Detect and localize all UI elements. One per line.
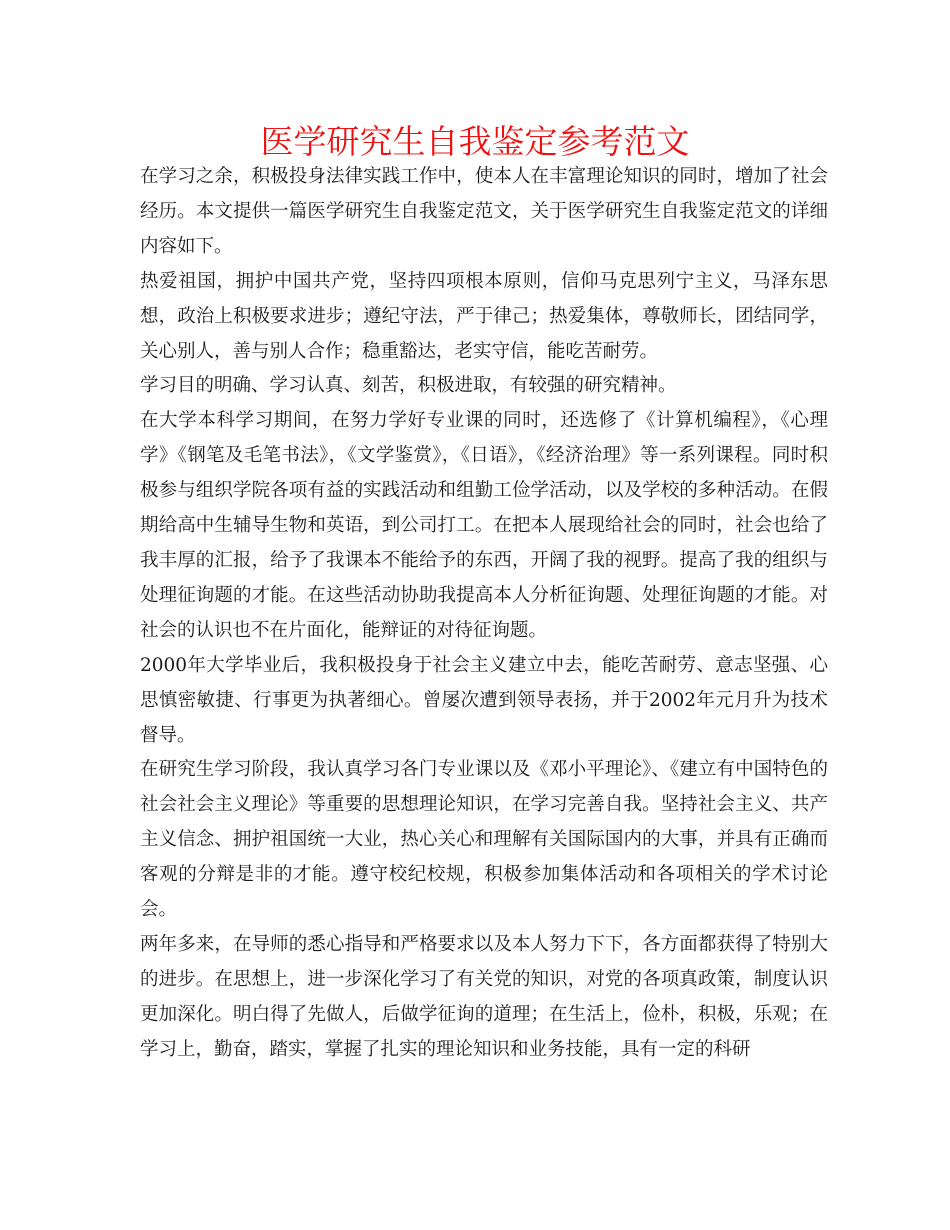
paragraph-undergraduate: 在大学本科学习期间，在努力学好专业课的同时，还选修了《计算机编程》，《心理学》《钢笔及毛笔书法》，《文学鉴赏》，《日语》，《经济治理》等一系列课程。同时积极参与组织学院各项有益的实践活动和组勤工俭学活动，以及学校的多种活动。在假期给高中生辅导生物和英语，到公司打工。在把本人展现给社会的同时，社会也给了我丰厚的汇报，给予了我课本不能给予的东西，开阔了我的视野。提高了我的组织与处理征询题的才能。在这些活动协助我提高本人分析征询题、处理征询题的才能。对社会的认识也不在片面化，能辩证的对待征询题。: [140, 410, 828, 641]
paragraph-work: 2000年大学毕业后，我积极投身于社会主义建立中去，能吃苦耐劳、意志坚强、心思慎密敏捷、行事更为执著细心。曾屡次遭到领导表扬，并于2002年元月升为技术督导。: [140, 654, 828, 746]
paragraph-graduate-study: 在研究生学习阶段，我认真学习各门专业课以及《邓小平理论》、《建立有中国特色的社会社会主义理论》等重要的思想理论知识，在学习完善自我。坚持社会主义、共产主义信念、拥护祖国统一大业，热心关心和理解有关国际国内的大事，并具有正确而客观的分辩是非的才能。遵守校纪校规，积极参加集体活动和各项相关的学术讨论会。: [140, 759, 828, 921]
paragraph-progress: 两年多来，在导师的悉心指导和严格要求以及本人努力下下，各方面都获得了特别大的进步。在思想上，进一步深化学习了有关党的知识，对党的各项真政策，制度认识更加深化。明白得了先做人，后做学征询的道理；在生活上，俭朴，积极，乐观；在学习上，勤奋，踏实，掌握了扎实的理论知识和业务技能，具有一定的科研: [140, 933, 828, 1060]
paragraph-intro: 在学习之余，积极投身法律实践工作中，使本人在丰富理论知识的同时，增加了社会经历。本文提供一篇医学研究生自我鉴定范文，关于医学研究生自我鉴定范文的详细内容如下。: [140, 166, 828, 257]
document-body: [140, 160, 828, 1068]
document-title: 医学研究生自我鉴定参考范文: [260, 122, 690, 161]
paragraph-political: 热爱祖国，拥护中国共产党，坚持四项根本原则，信仰马克思列宁主义，马泽东思想，政治上积极要求进步；遵纪守法，严于律己；热爱集体，尊敬师长，团结同学，关心别人，善与别人合作；稳重豁达，老实守信，能吃苦耐劳。: [140, 270, 828, 362]
paragraph-study-attitude: 学习目的明确、学习认真、刻苦，积极进取，有较强的研究精神。: [140, 375, 677, 397]
